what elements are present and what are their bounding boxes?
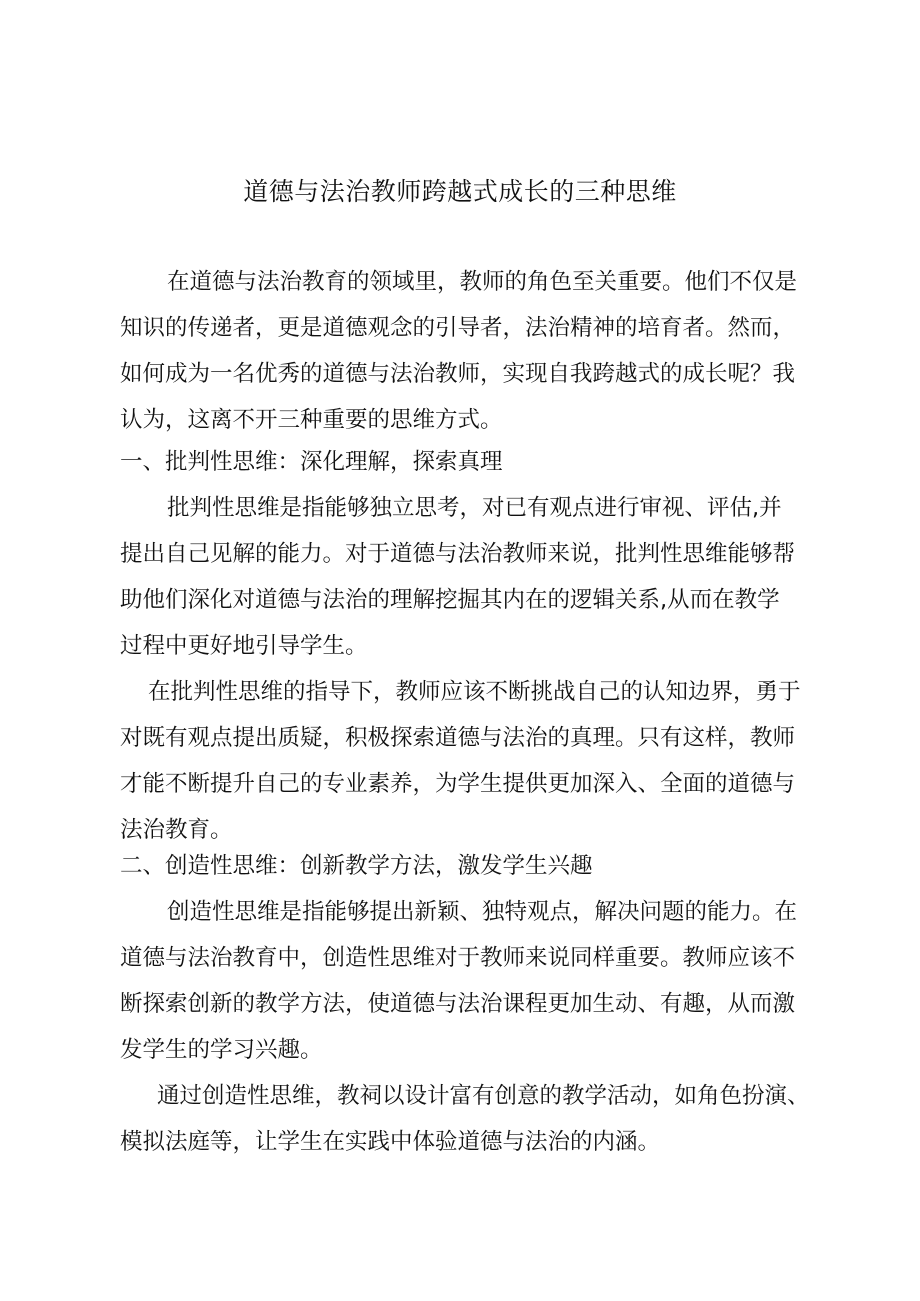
paragraph-line: 对既有观点提出质疑，积极探索道德与法治的真理。只有这样，教师 <box>120 725 796 751</box>
paragraph-line: 创造性思维是指能够提出新颖、独特观点，解决问题的能力。在 <box>167 899 798 925</box>
paragraph-line: 通过创造性思维，教祠以设计富有创意的教学活动，如角色扮演、 <box>157 1083 810 1109</box>
paragraph-line: 认为，这离不开三种重要的思维方式。 <box>120 407 503 433</box>
paragraph-line: 助他们深化对道德与法治的理解挖掘其内在的逻辑关系,从而在教学 <box>120 587 780 613</box>
paragraph-line: 知识的传递者，更是道德观念的引导者，法治精神的培育者。然而， <box>120 315 796 341</box>
paragraph-line: 模拟法庭等，让学生在实践中体验道德与法治的内涵。 <box>120 1129 661 1155</box>
section-heading: 一、批判性思维：深化理解，探索真理 <box>120 449 503 475</box>
paragraph-line: 发学生的学习兴趣。 <box>120 1037 323 1063</box>
paragraph-line: 批判性思维是指能够独立思考，对已有观点进行审视、评估,并 <box>167 495 782 521</box>
document-title: 道德与法治教师跨越式成长的三种思维 <box>243 177 677 206</box>
paragraph-line: 才能不断提升自己的专业素养，为学生提供更加深入、全面的道德与 <box>120 771 796 797</box>
paragraph-line: 道德与法治教育中，创造性思维对于教师来说同样重要。教师应该不 <box>120 945 796 971</box>
paragraph-line: 提出自己见解的能力。对于道德与法治教师来说，批判性思维能够帮 <box>120 541 796 567</box>
paragraph-line: 如何成为一名优秀的道德与法治教师，实现自我跨越式的成长呢？我 <box>120 361 796 387</box>
paragraph-line: 在批判性思维的指导下，教师应该不断挑战自己的认知边界，勇于 <box>148 679 801 705</box>
paragraph-line: 在道德与法治教育的领域里，教师的角色至关重要。他们不仅是 <box>167 269 798 295</box>
paragraph-line: 断探索创新的教学方法，使道德与法治课程更加生动、有趣，从而激 <box>120 991 796 1017</box>
paragraph-line: 法治教育。 <box>120 817 233 843</box>
paragraph-line: 过程中更好地引导学生。 <box>120 633 368 659</box>
section-heading: 二、创造性思维：创新教学方法，激发学生兴趣 <box>120 853 593 879</box>
